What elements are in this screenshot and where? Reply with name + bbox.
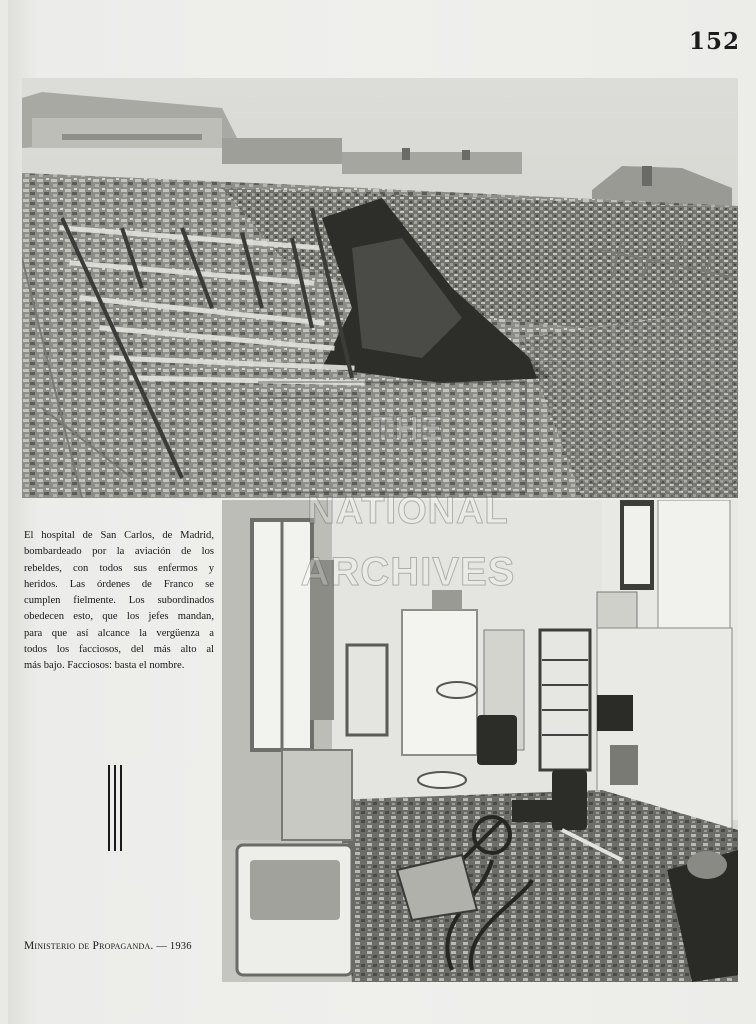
- caption-line: rebeldes, con todos sus enfermos y: [24, 562, 214, 574]
- caption-line: para que así alcance la vergüenza a: [24, 627, 214, 639]
- caption-line: heridos. Las órdenes de Franco se: [24, 578, 214, 590]
- caption-line: más bajo. Facciosos: basta el nombre.: [24, 660, 185, 672]
- caption-line: El hospital de San Carlos, de Madrid,: [24, 530, 214, 541]
- photo-caption: [24, 528, 214, 675]
- publisher-footer: [24, 940, 192, 952]
- publisher-name: Ministerio de Propaganda.: [24, 940, 154, 952]
- watermark-line-3: ARCHIVES: [300, 550, 516, 594]
- caption-line: cumplen fielmente. Los subordinados: [24, 595, 214, 607]
- watermark-line-1: THE: [372, 410, 444, 448]
- document-page: [8, 0, 756, 1024]
- vertical-bars-ornament-icon: [108, 765, 126, 851]
- photo-collapsed-roof: [22, 78, 738, 498]
- caption-line: todos los facciosos, del más alto al: [24, 644, 214, 656]
- watermark-line-2: NATIONAL: [307, 490, 509, 532]
- publication-year: — 1936: [156, 941, 192, 952]
- caption-line: obedecen esto, que los jefes mandan,: [24, 611, 214, 623]
- caption-line: bombardeado por la aviación de los: [24, 546, 214, 558]
- page-number: 152: [688, 28, 740, 55]
- photo-destroyed-dental-room: [222, 500, 738, 982]
